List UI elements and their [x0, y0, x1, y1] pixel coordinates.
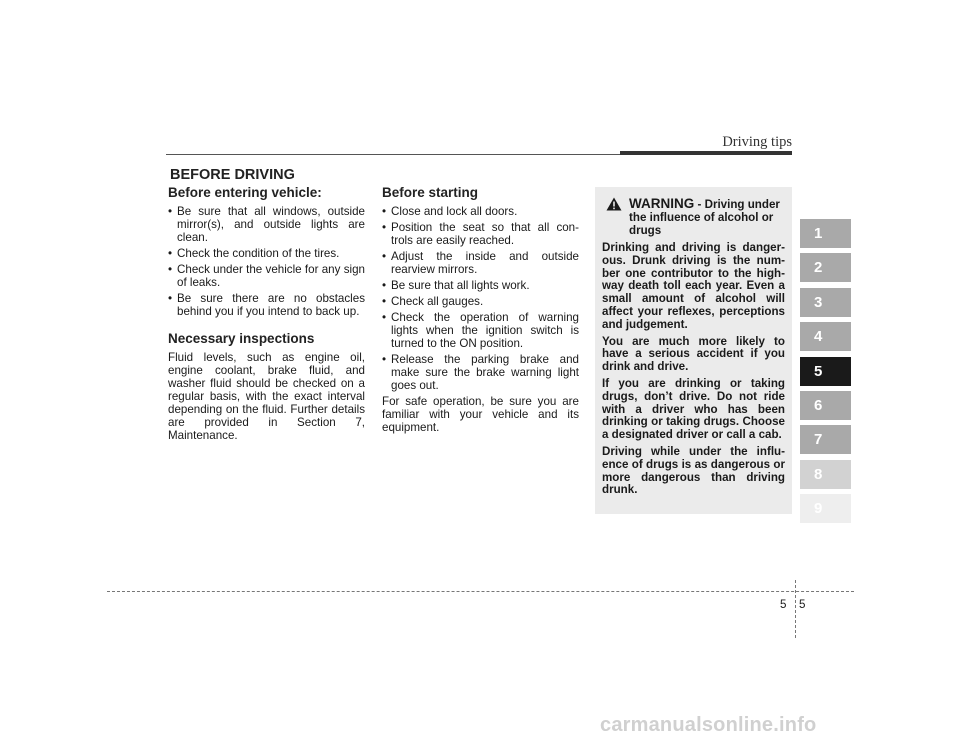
list-item: • Position the seat so that all con- trols are easily reached.	[382, 221, 579, 247]
chapter-tab-5-active[interactable]: 5	[800, 357, 851, 386]
footer-divider	[795, 580, 796, 638]
chapter-tab-9[interactable]: 9	[800, 494, 851, 523]
page-number-section: 5	[780, 598, 787, 611]
heading-before-entering: Before entering vehicle:	[168, 185, 322, 200]
list-item: • Check the operation of warning lights when the ignition switch is turned to the ON position.	[382, 311, 579, 350]
chapter-tab-1[interactable]: 1	[800, 219, 851, 248]
chapter-tab-6[interactable]: 6	[800, 391, 851, 420]
heading-necessary-inspections: Necessary inspections	[168, 331, 315, 346]
chapter-tab-4[interactable]: 4	[800, 322, 851, 351]
before-starting-list	[382, 205, 579, 392]
chapter-tab-2[interactable]: 2	[800, 253, 851, 282]
list-item: • Be sure that all lights work.	[382, 279, 579, 292]
warning-triangle-icon	[606, 197, 622, 211]
column-before-starting	[382, 186, 579, 438]
heading-before-starting: Before starting	[382, 185, 479, 200]
column-before-entering	[168, 186, 365, 446]
warning-title: WARNING	[629, 196, 695, 211]
list-item: • Check all gauges.	[382, 295, 579, 308]
before-entering-list	[168, 205, 365, 318]
warning-paragraph: Drinking and driving is danger- ous. Drunk driving is the num- ber one contributor to the high- way death toll each year. Even a small amount of alcohol will affect your reflexes, perceptions and judgement.	[602, 241, 785, 331]
page-number: 5	[799, 598, 806, 611]
section-title: BEFORE DRIVING	[170, 167, 295, 183]
list-item: • Check under the vehicle for any sign of leaks.	[168, 263, 365, 289]
warning-paragraph: Driving while under the influ- ence of drugs is as dangerous or more dangerous than driving drunk.	[602, 444, 785, 497]
chapter-tab-8[interactable]: 8	[800, 460, 851, 489]
watermark: carmanualsonline.info	[600, 714, 817, 736]
list-item: • Check the condition of the tires.	[168, 247, 365, 260]
list-item: • Be sure that all windows, outside mirror(s), and outside lights are clean.	[168, 205, 365, 244]
chapter-tab-3[interactable]: 3	[800, 288, 851, 317]
warning-subtitle: - Driving under the influence of alcohol or drugs	[629, 198, 780, 237]
warning-paragraph: You are much more likely to have a serious accident if you drink and drive.	[602, 334, 785, 374]
list-item: • Be sure there are no obstacles behind you if you intend to back up.	[168, 292, 365, 318]
list-item: • Release the parking brake and make sure the brake warning light goes out.	[382, 353, 579, 392]
header-title: Driving tips	[722, 134, 792, 150]
list-item: • Close and lock all doors.	[382, 205, 579, 218]
list-item: • Adjust the inside and outside rearview mirrors.	[382, 250, 579, 276]
footer-rule	[107, 591, 854, 592]
warning-paragraph: If you are drinking or taking drugs, don’t drive. Do not ride with a driver who has been drinking or taking drugs. Choose a designated driver or call a cab.	[602, 376, 785, 442]
safe-operation-paragraph: For safe operation, be sure you are familiar with your vehicle and its equipment.	[382, 395, 579, 434]
chapter-tabs	[800, 219, 851, 529]
header-rule-accent	[620, 151, 792, 155]
chapter-tab-7[interactable]: 7	[800, 425, 851, 454]
warning-box	[595, 187, 792, 514]
warning-heading	[602, 197, 785, 237]
inspections-paragraph: Fluid levels, such as engine oil, engine coolant, brake fluid, and washer fluid should be checked on a regular basis, with the exact interval depending on the fluid. Further details are provided in Section 7, Maintenance.	[168, 351, 365, 442]
